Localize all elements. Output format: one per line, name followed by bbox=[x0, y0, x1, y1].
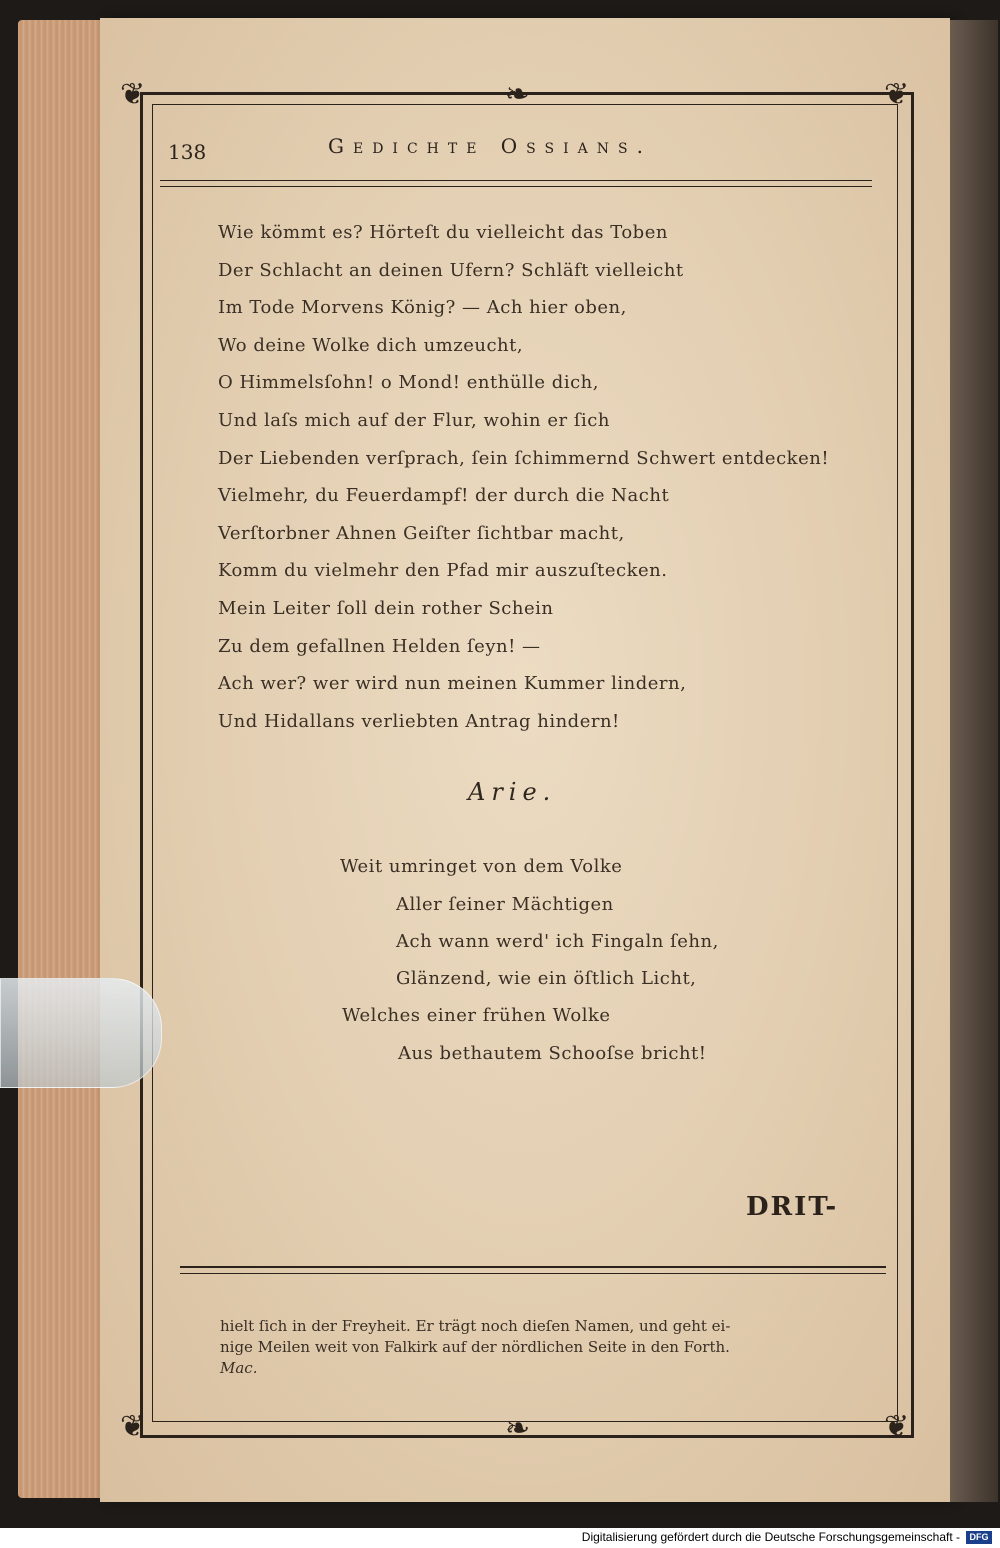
poem-line: Der Schlacht an deinen Ufern? Schläft vielleicht bbox=[218, 259, 684, 281]
corner-ornament-icon: ❦ bbox=[120, 1409, 146, 1444]
running-title: Gedichte Ossians. bbox=[328, 134, 652, 158]
page-tab-marker bbox=[0, 978, 162, 1088]
dfg-logo: DFG bbox=[966, 1531, 992, 1544]
facing-page-edge bbox=[950, 20, 998, 1502]
poem-body bbox=[218, 214, 829, 740]
poem-line: O Himmelsſohn! o Mond! enthülle dich, bbox=[218, 372, 599, 394]
corner-ornament-icon: ❦ bbox=[884, 1409, 910, 1444]
poem-line: Komm du vielmehr den Pfad mir auszuſtecken. bbox=[218, 560, 668, 582]
aria-line: Ach wann werd' ich Fingaln ſehn, bbox=[396, 931, 719, 952]
poem-line: Wo deine Wolke dich umzeucht, bbox=[218, 334, 524, 356]
poem-line: Wie kömmt es? Hörteſt du vielleicht das Toben bbox=[218, 222, 668, 243]
poem-line: Vielmehr, du Feuerdampf! der durch die Nacht bbox=[218, 485, 670, 507]
footnote bbox=[220, 1316, 890, 1379]
aria-line: Aus bethautem Schooſse bricht! bbox=[398, 1043, 707, 1064]
aria-line: Weit umringet von dem Volke bbox=[340, 856, 623, 877]
aria-line: Aller ſeiner Mächtigen bbox=[396, 894, 614, 915]
poem-line: Zu dem gefallnen Helden ſeyn! — bbox=[218, 635, 541, 657]
poem-line: Und laſs mich auf der Flur, wohin er ſich bbox=[218, 409, 610, 431]
top-center-ornament-icon: ❧ bbox=[505, 77, 531, 112]
footnote-line: hielt ſich in der Freyheit. Er trägt noch dieſen Namen, und geht ei- bbox=[220, 1317, 731, 1335]
poem-line: Der Liebenden verſprach, ſein ſchimmernd Schwert entdecken! bbox=[218, 447, 830, 469]
poem-line: Mein Leiter ſoll dein rother Schein bbox=[218, 597, 554, 619]
aria-line: Welches einer frühen Wolke bbox=[342, 1005, 611, 1026]
corner-ornament-icon: ❦ bbox=[120, 77, 146, 112]
footnote-signature: Mac. bbox=[220, 1359, 258, 1377]
funding-credit: Digitalisierung gefördert durch die Deutsche Forschungsgemeinschaft - bbox=[581, 1530, 960, 1544]
poem-line: Und Hidallans verliebten Antrag hindern! bbox=[218, 710, 620, 732]
bottom-center-ornament-icon: ❧ bbox=[505, 1411, 531, 1446]
aria-line: Glänzend, wie ein öſtlich Licht, bbox=[396, 968, 697, 989]
page-number: 138 bbox=[168, 140, 207, 164]
poem-line: Verſtorbner Ahnen Geiſter ſichtbar macht, bbox=[218, 522, 625, 544]
poem-line: Ach wer? wer wird nun meinen Kummer lindern, bbox=[218, 673, 687, 695]
poem-line: Im Tode Morvens König? — Ach hier oben, bbox=[218, 297, 627, 319]
header-rule bbox=[160, 180, 872, 187]
footnote-line: nige Meilen weit von Falkirk auf der nördlichen Seite in den Forth. bbox=[220, 1338, 730, 1356]
catchword: DRIT- bbox=[746, 1192, 839, 1222]
footnote-rule bbox=[180, 1266, 886, 1274]
corner-ornament-icon: ❦ bbox=[884, 77, 910, 112]
aria-heading: Arie. bbox=[468, 778, 557, 806]
